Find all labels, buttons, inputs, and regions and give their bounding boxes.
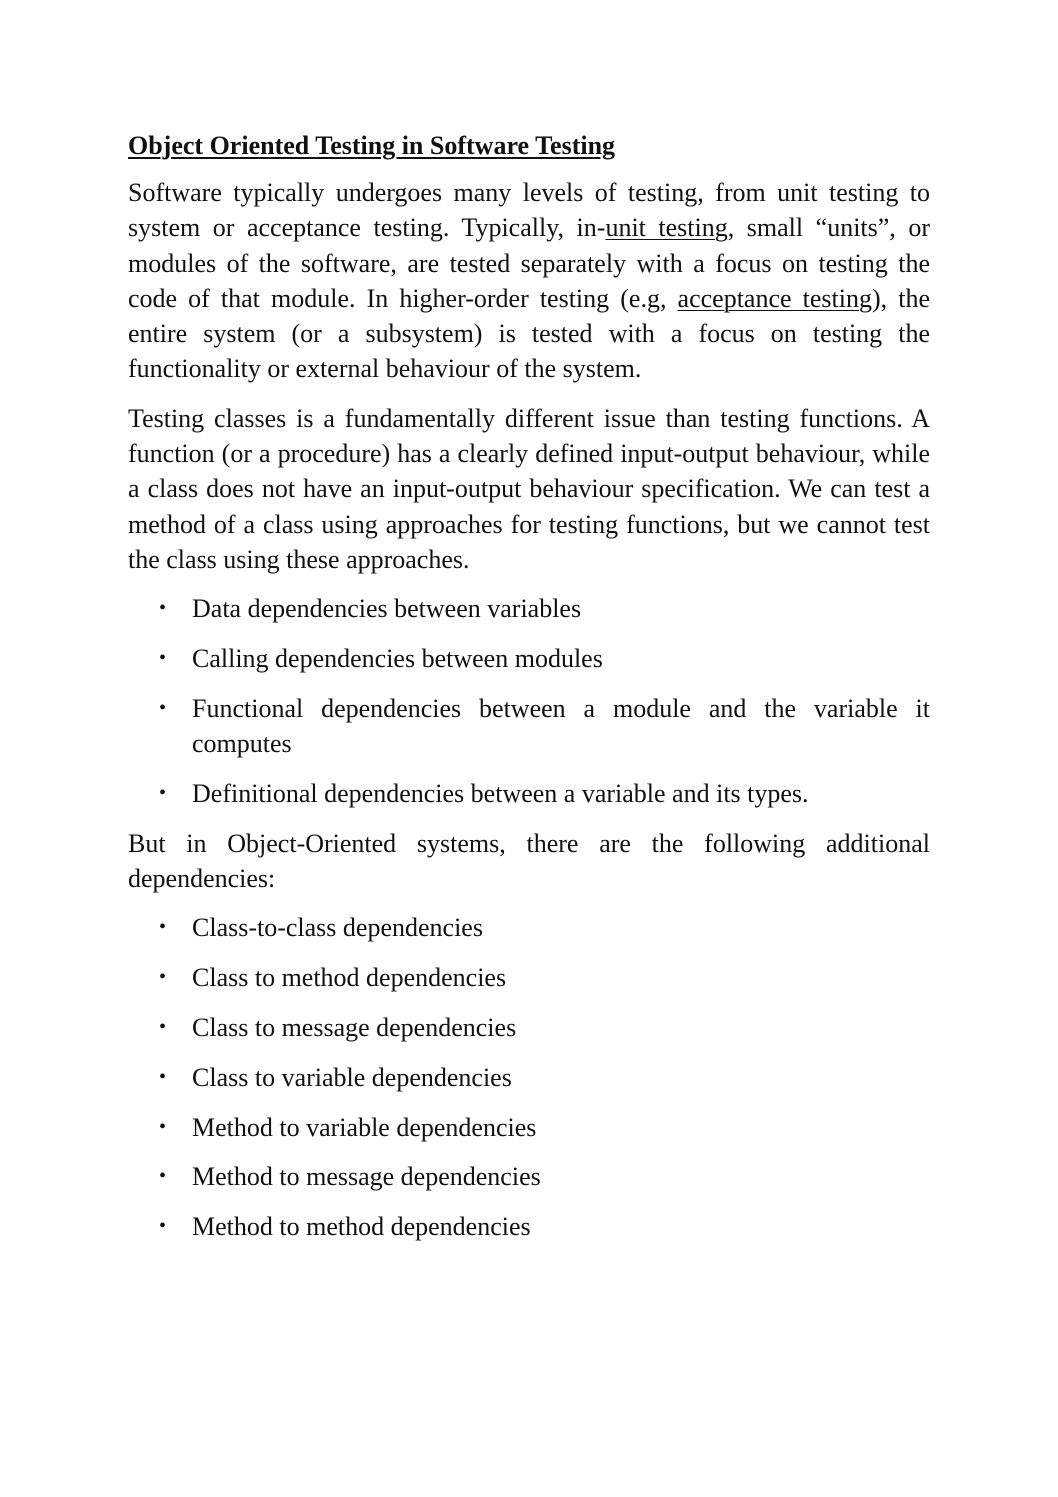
oo-dependencies-list: [128, 910, 930, 1244]
oo-intro-paragraph: But in Object-Oriented systems, there are the following additional dependencies:: [128, 828, 930, 894]
bullet-icon: •: [159, 597, 167, 620]
bullet-icon: •: [159, 1215, 167, 1238]
list-item: • Class to method dependencies: [128, 960, 930, 995]
list-item: • Method to message dependencies: [128, 1159, 930, 1194]
list-item: • Calling dependencies between modules: [128, 641, 930, 676]
bullet-icon: •: [159, 781, 167, 804]
testing-classes-paragraph: Testing classes is a fundamentally different issue than testing functions. A function (or a procedure) has a clearly defined input-output behaviour, while a class does not have an input-output behaviour specification. We can test a method of a class using approaches for testing functions, but we cannot test the class using these approaches.: [128, 403, 930, 574]
intro-text-3: ), the entire system (or a subsystem) is tested with a focus on testing the functionality or external behaviour of the system.: [128, 283, 930, 384]
list-item: • Functional dependencies between a module and the variable it computes: [128, 691, 930, 762]
intro-paragraph: [128, 175, 930, 387]
list-item: • Class to variable dependencies: [128, 1060, 930, 1095]
page-title: Object Oriented Testing in Software Testing: [128, 131, 616, 160]
list-item: • Definitional dependencies between a variable and its types.: [128, 776, 930, 811]
bullet-icon: •: [159, 647, 167, 670]
intro-text-2: , small “units”, or modules of the software, are tested separately with a focus on testing the code of that module. In higher-order testing (e.g,: [128, 213, 930, 313]
bullet-icon: •: [159, 966, 167, 989]
document-content: [128, 128, 930, 1259]
traditional-dependencies-list: [128, 591, 930, 811]
intro-text-1: Software typically undergoes many levels of testing, from unit testing to system or acceptance testing. Typically, in-: [128, 178, 930, 243]
list-item: • Method to method dependencies: [128, 1209, 930, 1244]
list-item: • Data dependencies between variables: [128, 591, 930, 626]
bullet-icon: •: [159, 1065, 167, 1088]
list-item: • Method to variable dependencies: [128, 1110, 930, 1145]
bullet-icon: •: [159, 1165, 167, 1188]
acceptance-testing-link[interactable]: acceptance testing: [677, 283, 872, 313]
list-item: • Class to message dependencies: [128, 1010, 930, 1045]
bullet-icon: •: [159, 1015, 167, 1038]
bullet-icon: •: [159, 1115, 167, 1138]
list-item: • Class-to-class dependencies: [128, 910, 930, 945]
bullet-icon: •: [159, 696, 167, 719]
unit-testing-link[interactable]: unit testing: [605, 213, 728, 243]
bullet-icon: •: [159, 916, 167, 939]
